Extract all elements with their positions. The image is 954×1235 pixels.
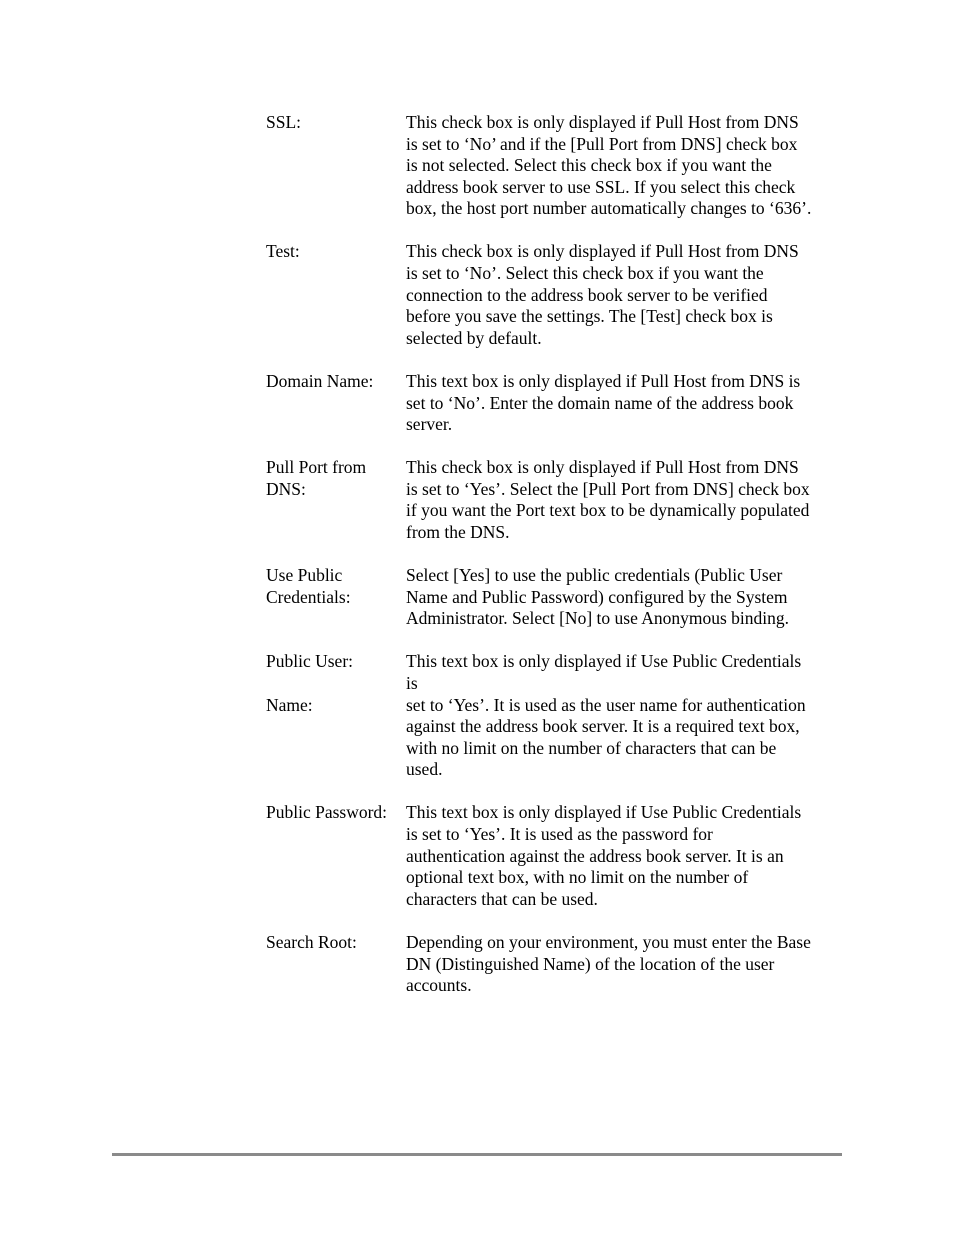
description-line: with no limit on the number of characters that can be	[406, 737, 777, 758]
description-line: is set to ‘Yes’. It is used as the password for	[406, 824, 713, 845]
description-line: Administrator. Select [No] to use Anonymous binding.	[406, 608, 790, 629]
definition-term	[266, 565, 406, 630]
definition-term	[266, 112, 406, 220]
description-line: is set to ‘Yes’. Select the [Pull Port from DNS] check box	[406, 478, 810, 499]
description-line: is set to ‘No’ and if the [Pull Port from DNS] check box	[406, 133, 798, 154]
description-line: This check box is only displayed if Pull Host from DNS	[406, 457, 799, 478]
description-line: from the DNS.	[406, 522, 510, 542]
term-line: Domain Name:	[266, 370, 374, 391]
description-line: selected by default.	[406, 327, 542, 348]
description-line: is not selected. Select this check box if you want the	[406, 155, 772, 176]
description-line: characters that can be used.	[406, 888, 598, 909]
definition-entry	[266, 371, 846, 436]
description-line: connection to the address book server to be verified	[406, 284, 768, 305]
description-line: is set to ‘No’. Select this check box if you want the	[406, 263, 764, 284]
description-line: set to ‘Yes’. It is used as the user name for authentication	[406, 694, 806, 715]
definition-description	[406, 651, 846, 781]
description-line: set to ‘No’. Enter the domain name of the address book	[406, 392, 794, 413]
term-line: SSL:	[266, 112, 302, 132]
description-line: Select [Yes] to use the public credentials (Public User	[406, 565, 783, 586]
definition-term	[266, 371, 406, 436]
definition-entry	[266, 241, 846, 349]
definition-entry	[266, 457, 846, 543]
term-line: Credentials:	[266, 586, 351, 607]
definition-description	[406, 565, 846, 630]
term-line: Search Root:	[266, 931, 357, 952]
term-line: Use Public	[266, 565, 343, 586]
description-line: DN (Distinguished Name) of the location of the user	[406, 953, 775, 974]
description-line: before you save the settings. The [Test] check box is	[406, 306, 773, 327]
definition-description	[406, 932, 846, 997]
definition-list	[266, 112, 846, 1018]
description-line: used.	[406, 759, 443, 780]
description-line: This text box is only displayed if Use Public Credentials	[406, 802, 802, 823]
definition-term	[266, 241, 406, 349]
description-line: box, the host port number automatically changes to ‘636’.	[406, 198, 812, 219]
definition-term	[266, 802, 406, 910]
description-line: server.	[406, 414, 453, 435]
definition-description	[406, 241, 846, 349]
description-line: if you want the Port text box to be dynamically populated	[406, 500, 810, 521]
term-line: Public User:	[266, 651, 354, 672]
definition-entry	[266, 802, 846, 910]
definition-entry	[266, 112, 846, 220]
description-line: authentication against the address book server. It is an	[406, 845, 784, 866]
term-line: Public Password:	[266, 802, 388, 823]
definition-term	[266, 651, 406, 781]
description-line: address book server to use SSL. If you select this check	[406, 176, 796, 197]
description-line: Name and Public Password) configured by the System	[406, 586, 788, 607]
description-line: against the address book server. It is a required text box,	[406, 716, 800, 737]
description-line: optional text box, with no limit on the number of	[406, 867, 749, 888]
description-line: This check box is only displayed if Pull Host from DNS	[406, 241, 799, 262]
definition-term	[266, 932, 406, 997]
term-line: DNS:	[266, 478, 306, 499]
description-line: accounts.	[406, 975, 472, 996]
term-line: Name:	[266, 694, 313, 715]
term-line: Pull Port from	[266, 457, 367, 478]
definition-entry	[266, 651, 846, 781]
definition-term	[266, 457, 406, 543]
description-line: This check box is only displayed if Pull Host from DNS	[406, 112, 799, 132]
description-line: Depending on your environment, you must enter the Base	[406, 931, 811, 952]
definition-description	[406, 802, 846, 910]
definition-description	[406, 371, 846, 436]
definition-description	[406, 457, 846, 543]
description-line: is	[406, 672, 418, 693]
term-line: Test:	[266, 241, 300, 262]
definition-entry	[266, 565, 846, 630]
definition-description	[406, 112, 846, 220]
footer-rule	[112, 1153, 842, 1156]
term-line	[266, 673, 406, 695]
description-line: This text box is only displayed if Use Public Credentials	[406, 651, 802, 672]
description-line: This text box is only displayed if Pull Host from DNS is	[406, 370, 801, 391]
definition-entry	[266, 932, 846, 997]
